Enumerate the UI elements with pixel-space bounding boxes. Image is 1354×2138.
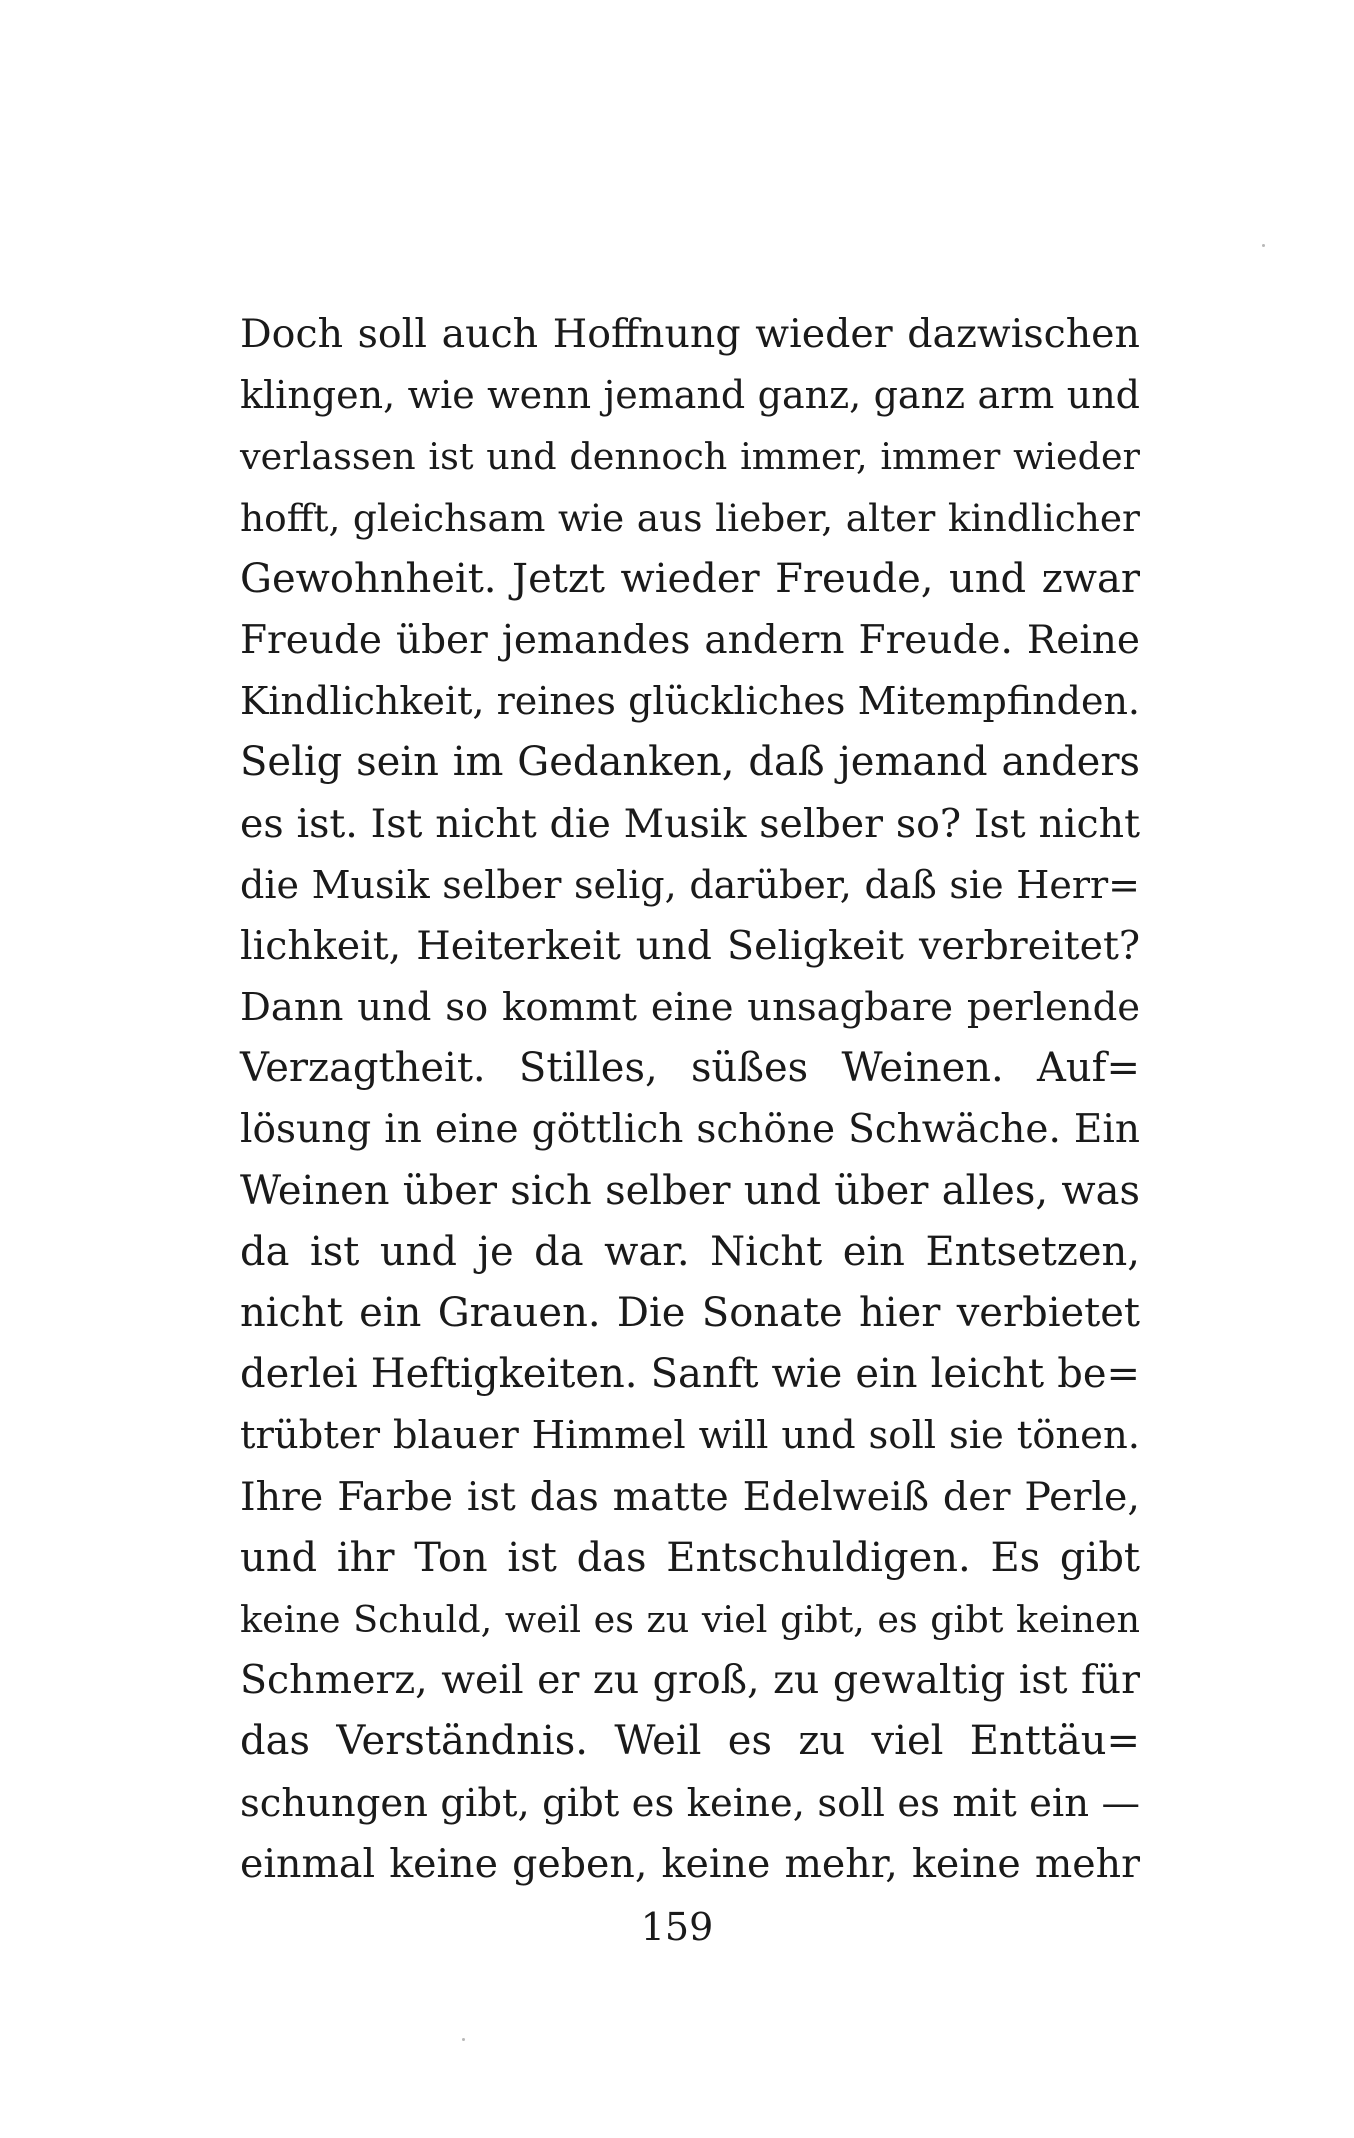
text-line: Weinen über sich selber und über alles, was: [240, 1167, 1140, 1214]
text-line: Verzagtheit. Stilles, süßes Weinen. Auf=: [240, 1045, 1140, 1092]
text-line: verlassen ist und dennoch immer, immer wieder: [240, 435, 1140, 479]
body-text: [240, 304, 1140, 1895]
text-line: da ist und je da war. Nicht ein Entsetzen,: [240, 1228, 1140, 1275]
text-line: Schmerz, weil er zu groß, zu gewaltig ist für: [240, 1657, 1140, 1704]
text-line: die Musik selber selig, darüber, daß sie Herr=: [240, 862, 1140, 907]
text-line: Doch soll auch Hoffnung wieder dazwischen: [240, 311, 1140, 357]
text-line: Kindlichkeit, reines glückliches Mitempfinden.: [240, 679, 1140, 724]
text-line: Selig sein im Gedanken, daß jemand anders: [240, 739, 1140, 786]
text-line: keine Schuld, weil es zu viel gibt, es gibt keinen: [240, 1597, 1140, 1641]
text-line: Ihre Farbe ist das matte Edelweiß der Perle,: [240, 1473, 1140, 1520]
text-line: hofft, gleichsam wie aus lieber, alter kindlicher: [240, 495, 1140, 540]
text-line: Dann und so kommt eine unsagbare perlende: [240, 985, 1140, 1031]
text-line: Freude über jemandes andern Freude. Reine: [240, 617, 1140, 663]
text-line: einmal keine geben, keine mehr, keine mehr: [240, 1840, 1140, 1887]
text-line: nicht ein Grauen. Die Sonate hier verbietet: [240, 1290, 1140, 1336]
paper-speck: [1262, 244, 1265, 247]
paper-speck: [462, 2038, 465, 2041]
text-line: und ihr Ton ist das Entschuldigen. Es gibt: [240, 1534, 1140, 1581]
text-line: trübter blauer Himmel will und soll sie tönen.: [240, 1413, 1140, 1459]
text-line: lösung in eine göttlich schöne Schwäche. Ein: [240, 1107, 1140, 1153]
text-line: das Verständnis. Weil es zu viel Enttäu=: [240, 1718, 1140, 1765]
text-line: klingen, wie wenn jemand ganz, ganz arm und: [240, 373, 1140, 418]
text-line: schungen gibt, gibt es keine, soll es mit ein —: [240, 1780, 1140, 1826]
text-line: derlei Heftigkeiten. Sanft wie ein leicht be=: [240, 1351, 1140, 1398]
text-line: es ist. Ist nicht die Musik selber so? Ist nicht: [240, 800, 1140, 847]
text-line: lichkeit, Heiterkeit und Seligkeit verbreitet?: [240, 922, 1140, 969]
page-number: 159: [640, 1905, 714, 1949]
text-line: Gewohnheit. Jetzt wieder Freude, und zwar: [240, 555, 1140, 602]
